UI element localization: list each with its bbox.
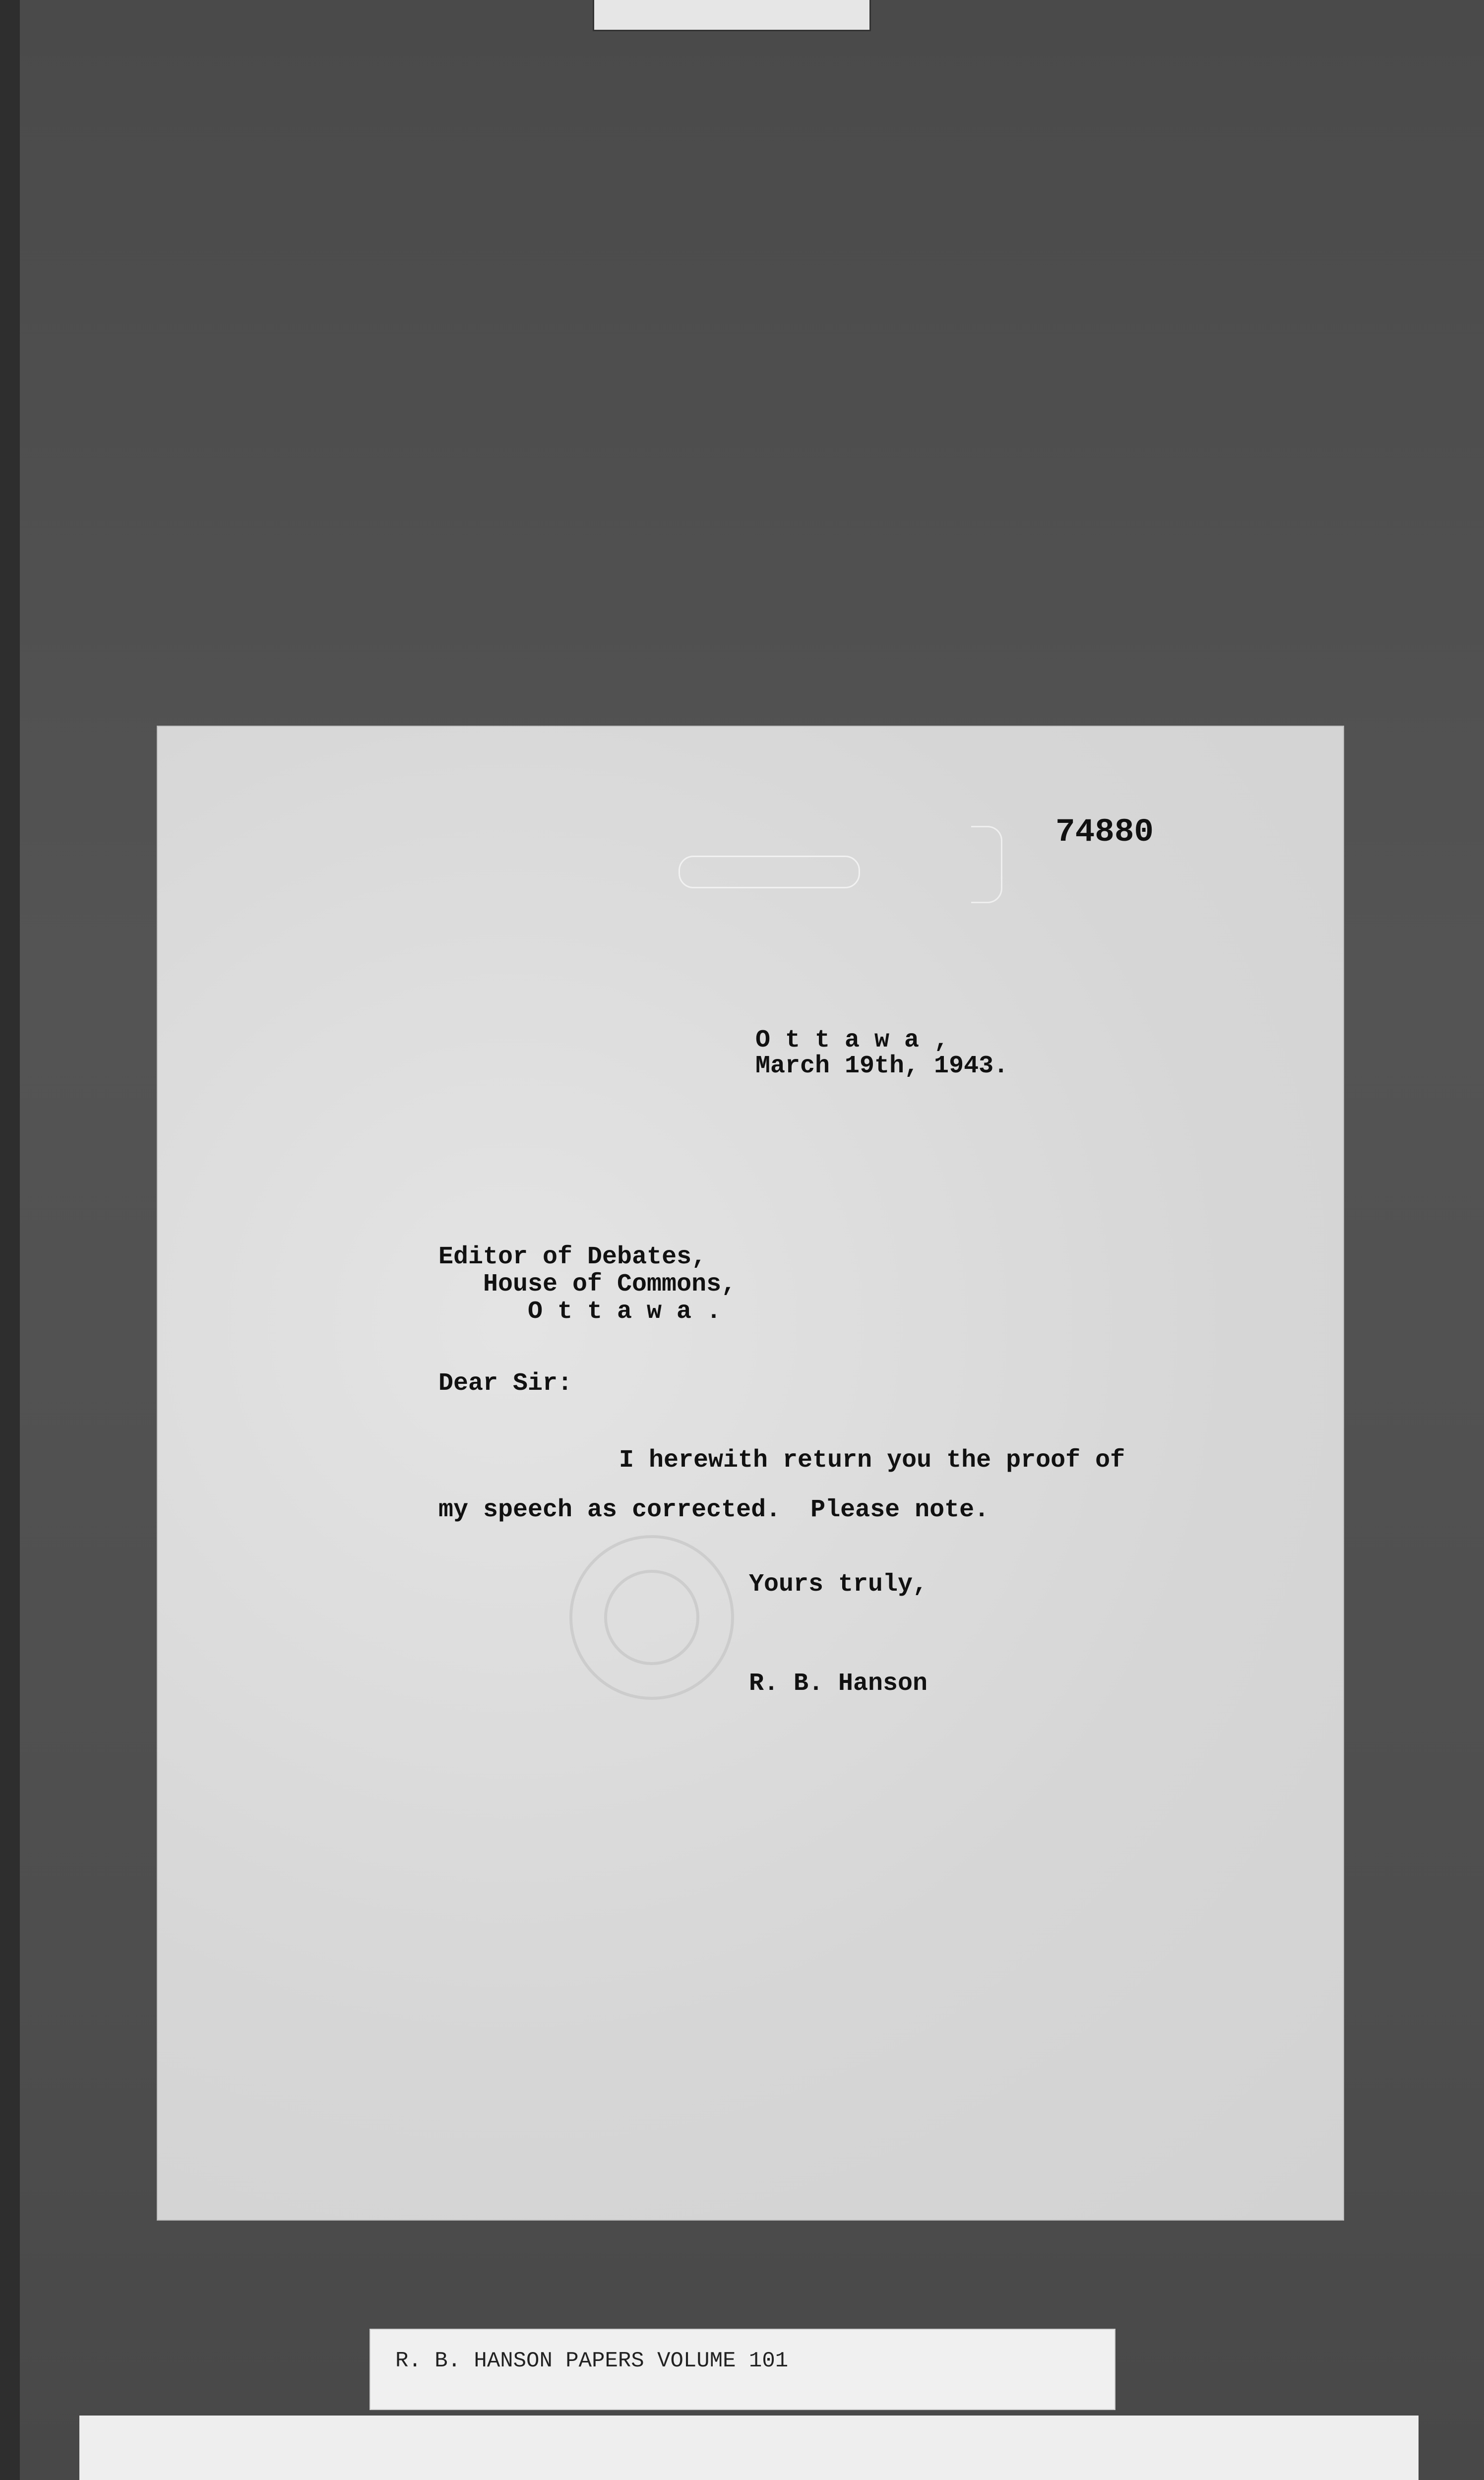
body-line-1: I herewith return you the proof of [619, 1446, 1125, 1475]
volume-label [370, 2329, 1115, 2410]
received-stamp-inner [604, 1570, 699, 1665]
recipient-line-3: O t t a w a . [528, 1298, 722, 1326]
document-number: 74880 [1055, 813, 1154, 851]
salutation: Dear Sir: [438, 1369, 573, 1398]
volume-label-text: R. B. HANSON PAPERS VOLUME 101 [395, 2349, 789, 2373]
top-tab [593, 0, 871, 31]
place-line: O t t a w a , [755, 1026, 949, 1054]
archives-banner [79, 2416, 1419, 2480]
recipient-line-2: House of Commons, [483, 1270, 737, 1299]
recipient-line-1: Editor of Debates, [438, 1243, 707, 1271]
film-edge [0, 0, 20, 2480]
closing: Yours truly, [749, 1570, 928, 1599]
pencil-mark [679, 856, 860, 888]
signature: R. B. Hanson [749, 1670, 928, 1698]
letter-page [158, 727, 1343, 2220]
pencil-bracket [971, 826, 1002, 903]
body-line-2: my speech as corrected. Please note. [438, 1496, 989, 1524]
date-line: March 19th, 1943. [755, 1052, 1009, 1080]
